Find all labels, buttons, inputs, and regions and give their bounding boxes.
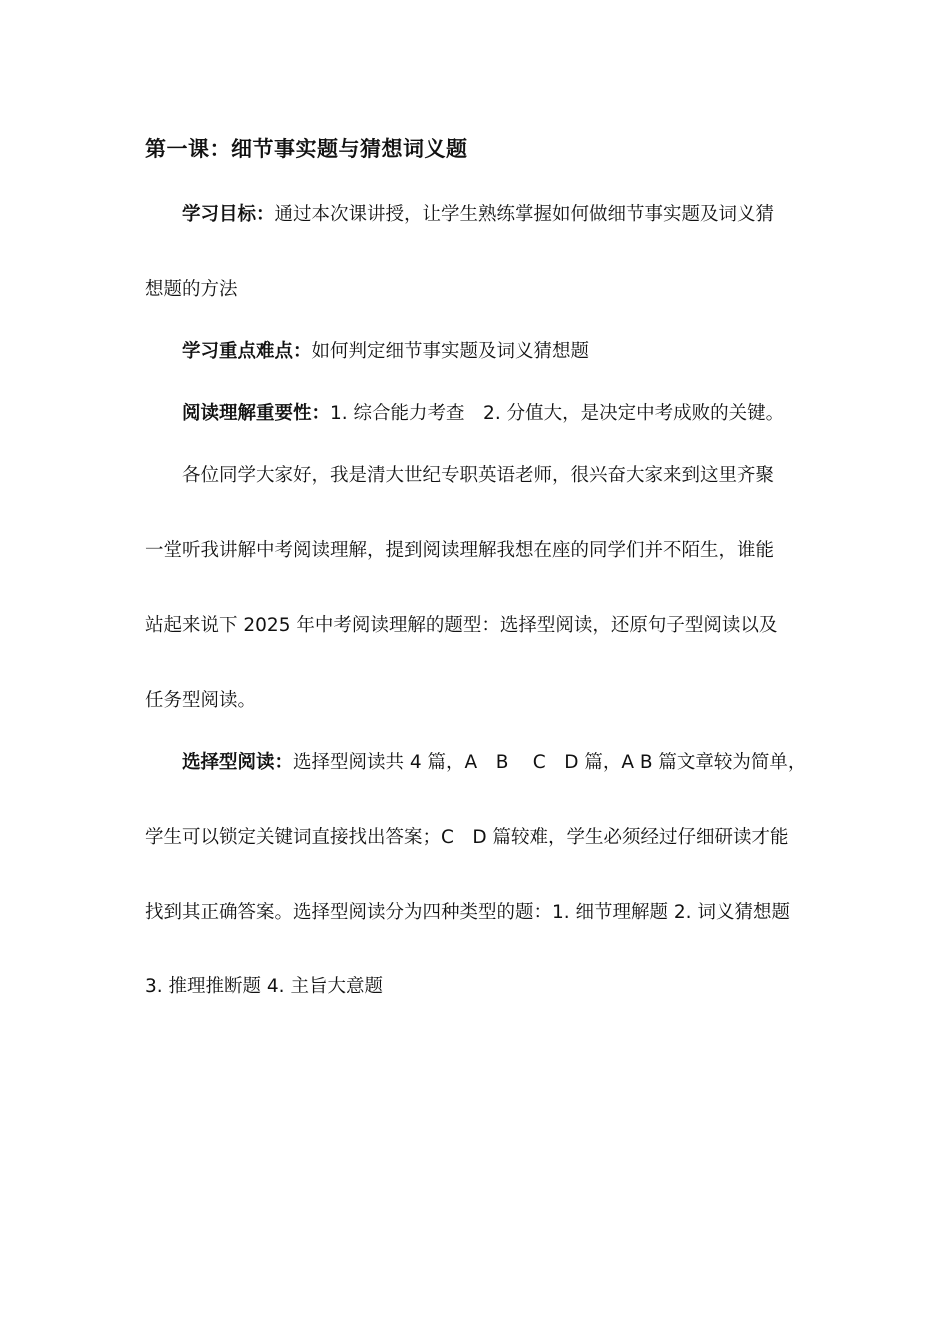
intro-line-1: 各位同学大家好，我是清大世纪专职英语老师，很兴奋大家来到这里齐聚 (182, 465, 775, 486)
page-title: 第一课：细节事实题与猜想词义题 (145, 137, 468, 161)
focus-label: 学习重点难点： (182, 341, 312, 362)
importance-line (182, 402, 784, 426)
choice-line-1 (182, 751, 806, 775)
intro-line-3: 站起来说下 2025 年中考阅读理解的题型：选择型阅读，还原句子型阅读以及 (145, 615, 778, 636)
focus-text: 如何判定细节事实题及词义猜想题 (311, 341, 590, 362)
choice-line-4: 3. 推理推断题 4. 主旨大意题 (145, 976, 383, 997)
intro-line-4: 任务型阅读。 (145, 690, 257, 711)
intro-line-2: 一堂听我讲解中考阅读理解，提到阅读理解我想在座的同学们并不陌生，谁能 (145, 540, 775, 561)
choice-line-3: 找到其正确答案。选择型阅读分为四种类型的题：1. 细节理解题 2. 词义猜想题 (145, 902, 790, 923)
objective-text: 通过本次课讲授，让学生熟练掌握如何做细节事实题及词义猜 (274, 204, 775, 225)
focus-line (182, 340, 589, 364)
choice-text: 选择型阅读共 4 篇，A B C D 篇，A B 篇文章较为简单， (293, 752, 807, 773)
importance-label: 阅读理解重要性： (182, 403, 331, 424)
objective-line-1 (182, 203, 774, 227)
objective-label: 学习目标： (182, 204, 275, 225)
importance-text: 1. 综合能力考查 2. 分值大，是决定中考成败的关键。 (330, 403, 785, 424)
choice-label: 选择型阅读： (182, 752, 294, 773)
objective-line-2: 想题的方法 (145, 279, 238, 300)
choice-line-2: 学生可以锁定关键词直接找出答案；C D 篇较难，学生必须经过仔细研读才能 (145, 827, 789, 848)
